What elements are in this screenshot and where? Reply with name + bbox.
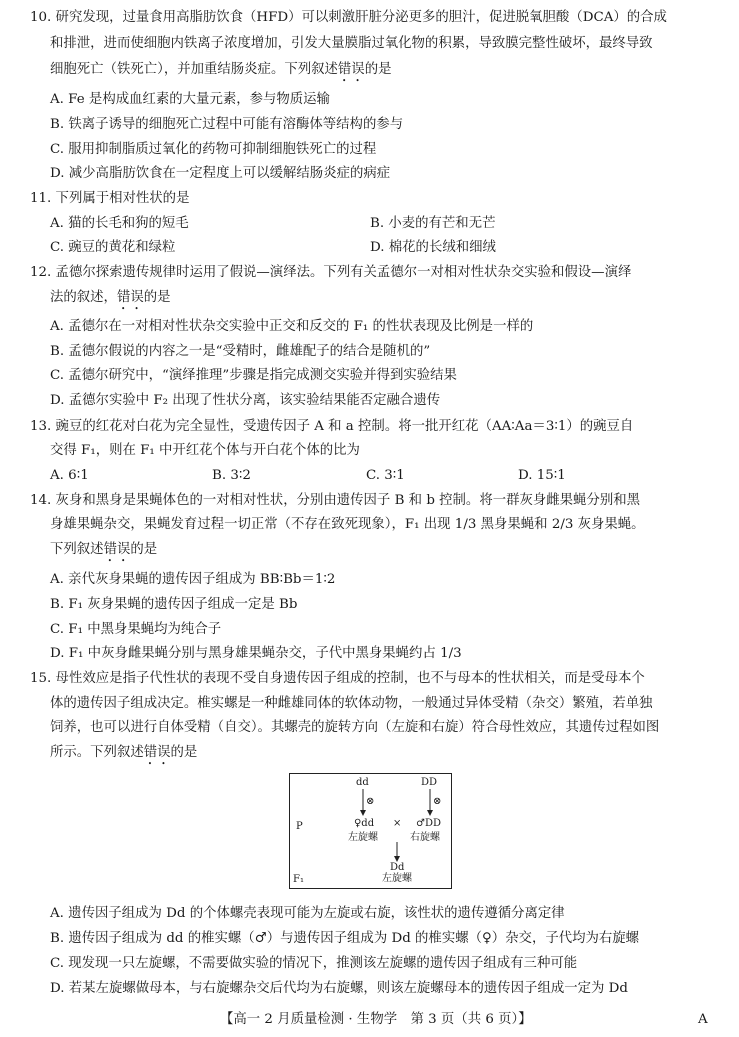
q12-option-d: D. 孟德尔实验中 F₂ 出现了性状分离，该实验结果能否定融合遗传 <box>50 393 441 408</box>
parent-dd-top: dd <box>356 777 369 788</box>
q10-stem-line-2: 和排泄，进而使细胞内铁离子浓度增加，引发大量膜脂过氧化物的积累，导致膜完整性破坏，最终导致 <box>50 36 653 51</box>
self-cross-right-icon: ⊗ <box>433 796 442 807</box>
self-cross-left-icon: ⊗ <box>366 796 375 807</box>
diagram-arrows <box>290 774 451 888</box>
male-DD: ♂DD <box>416 818 441 829</box>
q10-emphasis: 错误 <box>337 62 365 77</box>
q14-option-b: B. F₁ 灰身果蝇的遗传因子组成一定是 Bb <box>50 597 298 612</box>
inheritance-diagram <box>289 773 452 889</box>
offspring-Dd: Dd <box>390 862 405 873</box>
q11-option-c: C. 豌豆的黄花和绿粒 <box>50 240 176 255</box>
q11-stem: 11. 下列属于相对性状的是 <box>30 191 190 206</box>
q12-stem-tail: 的是 <box>143 290 171 305</box>
right-snail-label: 右旋螺 <box>410 832 440 843</box>
cross-symbol: × <box>393 818 402 829</box>
q13-option-c: C. 3∶1 <box>366 468 405 483</box>
q15-stem-line-3: 饲养，也可以进行自体受精（自交）。其螺壳的旋转方向（左旋和右旋）符合母性效应，其遗传过程如图 <box>50 720 660 735</box>
q12-stem-line-2 <box>50 288 171 313</box>
q12-option-a: A. 孟德尔在一对相对性状杂交实验中正交和反交的 F₁ 的性状表现及比例是一样的 <box>50 319 534 334</box>
q11-option-b: B. 小麦的有芒和无芒 <box>370 216 496 231</box>
q14-option-c: C. F₁ 中黑身果蝇均为纯合子 <box>50 622 222 637</box>
q11-option-d: D. 棉花的长绒和细绒 <box>370 240 496 255</box>
q14-stem-line-3 <box>50 540 157 565</box>
q14-stem-line-2: 身雄果蝇杂交，果蝇发育过程一切正常（不存在致死现象），F₁ 出现 1/3 黑身果蝇和 2/3 灰身果蝇。 <box>50 517 645 532</box>
q13-option-d: D. 15∶1 <box>518 468 566 483</box>
offspring-label: 左旋螺 <box>382 873 412 884</box>
q10-option-c: C. 服用抑制脂质过氧化的药物可抑制细胞铁死亡的过程 <box>50 142 377 157</box>
parent-DD-top: DD <box>421 777 438 788</box>
female-dd: ♀dd <box>354 818 375 829</box>
q12-stem-text: 法的叙述， <box>50 290 117 305</box>
page-footer: 【高一 2 月质量检测 · 生物学 第 3 页（共 6 页）】 <box>220 1012 532 1027</box>
q10-option-a: A. Fe 是构成血红素的大量元素，参与物质运输 <box>50 92 330 107</box>
q10-option-b: B. 铁离子诱导的细胞死亡过程中可能有溶酶体等结构的参与 <box>50 117 404 132</box>
left-snail-label: 左旋螺 <box>348 832 378 843</box>
q14-stem-tail: 的是 <box>130 542 158 557</box>
q10-stem-text: 细胞死亡（铁死亡），并加重结肠炎症。下列叙述 <box>50 62 338 77</box>
q10-option-d: D. 减少高脂肪饮食在一定程度上可以缓解结肠炎症的病症 <box>50 166 391 181</box>
q15-stem-line-2: 体的遗传因子组成决定。椎实螺是一种雌雄同体的软体动物，一般通过异体受精（杂交）繁殖，若单独 <box>50 696 653 711</box>
q14-stem-line-1: 14. 灰身和黑身是果蝇体色的一对相对性状，分别由遗传因子 B 和 b 控制。将一群灰身雌果蝇分别和黑 <box>30 493 641 508</box>
q15-option-c: C. 现发现一只左旋螺，不需要做实验的情况下，推测该左旋螺的遗传因子组成有三种可能 <box>50 956 578 971</box>
q13-option-b: B. 3∶2 <box>212 468 251 483</box>
q12-stem-line-1: 12. 孟德尔探索遗传规律时运用了假说—演绎法。下列有关孟德尔一对相对性状杂交实验和假设—演绎 <box>30 265 632 280</box>
q12-option-b: B. 孟德尔假说的内容之一是“受精时，雌雄配子的结合是随机的” <box>50 344 431 359</box>
q10-stem-line-1: 10. 研究发现，过量食用高脂肪饮食（HFD）可以刺激肝脏分泌更多的胆汁，促进脱氧胆酸（DCA）的合成 <box>30 10 667 25</box>
q10-stem-line-3 <box>50 60 391 85</box>
q15-option-d: D. 若某左旋螺做母本，与右旋螺杂交后代均为右旋螺，则该左旋螺母本的遗传因子组成一定为 Dd <box>50 981 628 996</box>
q15-option-a: A. 遗传因子组成为 Dd 的个体螺壳表现可能为左旋或右旋，该性状的遗传遵循分离定律 <box>50 906 565 921</box>
q12-option-c: C. 孟德尔研究中，“演绎推理”步骤是指完成测交实验并得到实验结果 <box>50 368 457 383</box>
q15-stem-text: 所示。下列叙述 <box>50 745 144 760</box>
q15-option-b: B. 遗传因子组成为 dd 的椎实螺（♂）与遗传因子组成为 Dd 的椎实螺（♀）杂交，子代均为右旋螺 <box>50 931 640 946</box>
q13-option-a: A. 6∶1 <box>50 468 89 483</box>
q15-emphasis: 错误 <box>143 745 171 760</box>
paper-version: A <box>698 1012 708 1027</box>
q14-option-a: A. 亲代灰身果蝇的遗传因子组成为 BB∶Bb＝1∶2 <box>50 572 336 587</box>
q15-stem-tail: 的是 <box>170 745 198 760</box>
q14-stem-text: 下列叙述 <box>50 542 104 557</box>
q15-stem-line-1: 15. 母性效应是指子代性状的表现不受自身遗传因子组成的控制，也不与母本的性状相关，而是受母本个 <box>30 671 645 686</box>
q14-option-d: D. F₁ 中灰身雌果蝇分别与黑身雄果蝇杂交，子代中黑身果蝇约占 1/3 <box>50 646 462 661</box>
gen-f1-label: F₁ <box>293 874 304 885</box>
q13-stem-line-1: 13. 豌豆的红花对白花为完全显性，受遗传因子 A 和 a 控制。将一批开红花（AA∶Aa＝3∶1）的豌豆自 <box>30 419 634 434</box>
q15-stem-line-4 <box>50 743 197 768</box>
q11-option-a: A. 猫的长毛和狗的短毛 <box>50 216 189 231</box>
q10-stem-tail: 的是 <box>364 62 392 77</box>
q12-emphasis: 错误 <box>116 290 144 305</box>
q13-stem-line-2: 交得 F₁，则在 F₁ 中开红花个体与开白花个体的比为 <box>50 443 360 458</box>
gen-p-label: P <box>296 821 303 832</box>
q14-emphasis: 错误 <box>103 542 131 557</box>
